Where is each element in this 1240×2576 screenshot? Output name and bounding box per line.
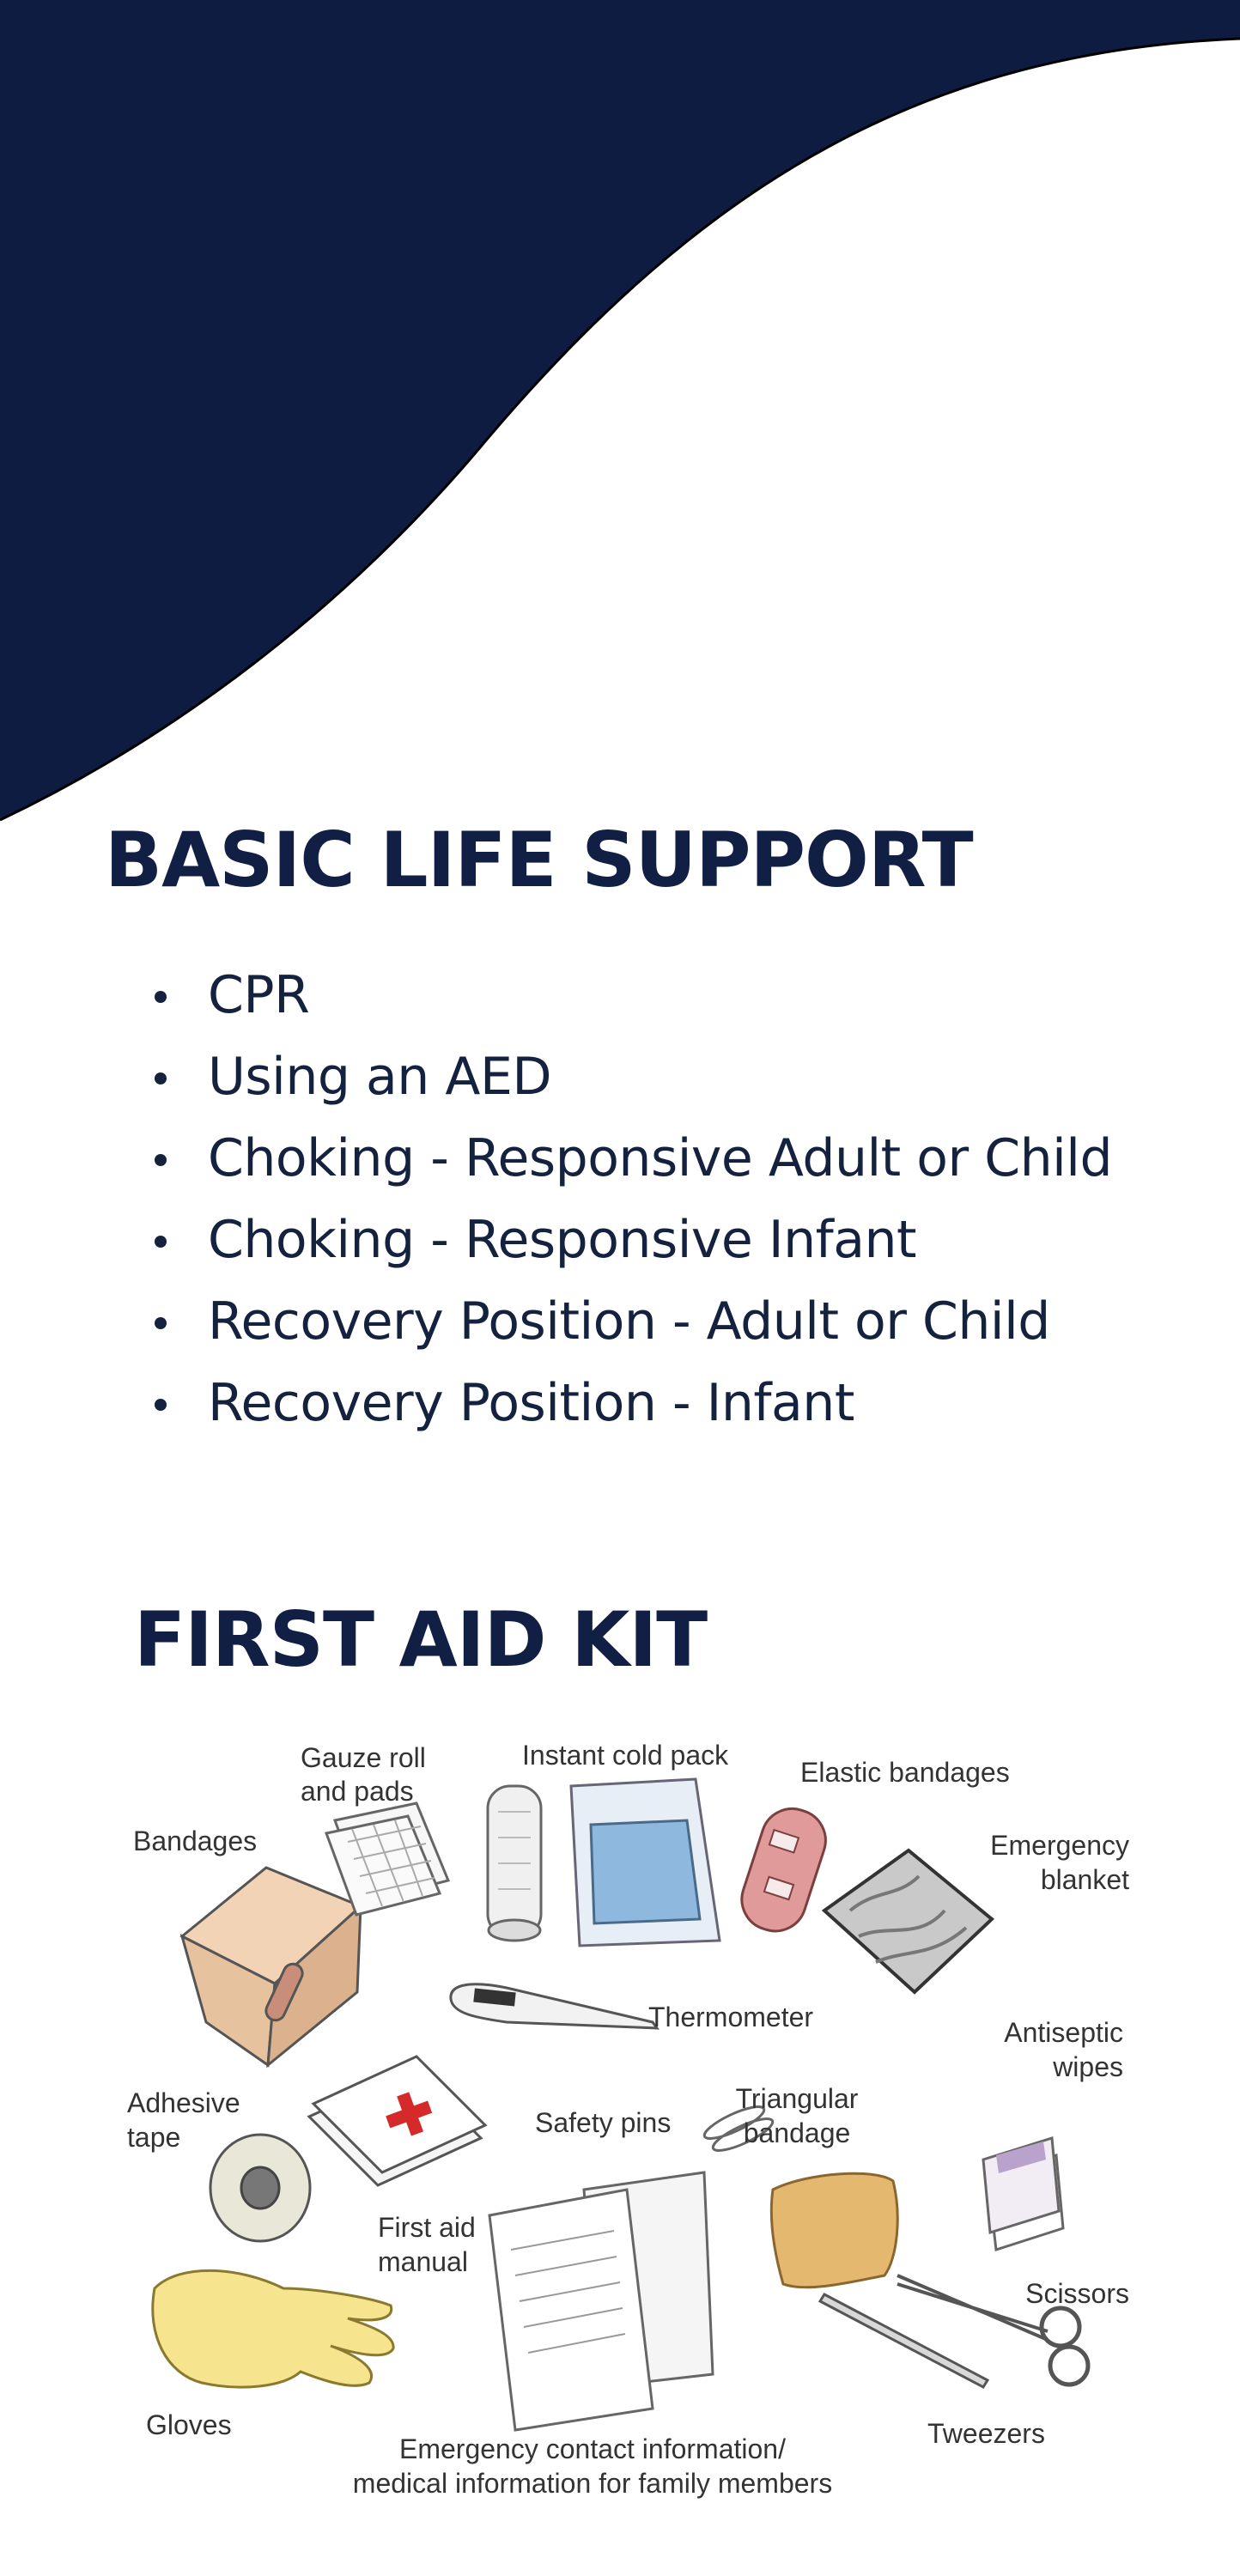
label-first-aid: First aid xyxy=(378,2212,476,2243)
label-wipes: wipes xyxy=(1053,2051,1123,2082)
gloves-icon xyxy=(153,2270,393,2387)
label-manual: manual xyxy=(378,2246,468,2277)
label-adhesive: Adhesive xyxy=(127,2087,240,2118)
first-aid-kit-title: FIRST AID KIT xyxy=(134,1595,708,1684)
list-item-label: Recovery Position - Adult or Child xyxy=(208,1291,1050,1352)
label-antiseptic: Antiseptic xyxy=(1004,2017,1123,2048)
thermometer-icon xyxy=(451,1984,657,2028)
gauze-roll-icon xyxy=(488,1786,541,1941)
label-triangular: Triangular xyxy=(735,2083,859,2114)
antiseptic-wipes-icon xyxy=(983,2138,1063,2250)
gauze-pads-icon xyxy=(326,1803,448,1915)
list-item-label: Choking - Responsive Infant xyxy=(208,1210,917,1270)
label-contact-info: Emergency contact information/ xyxy=(399,2433,786,2464)
elastic-bandage-icon xyxy=(734,1801,834,1939)
emergency-contact-papers-icon xyxy=(489,2172,713,2430)
label-tape: tape xyxy=(127,2122,181,2153)
list-item xyxy=(155,1200,1112,1281)
list-item xyxy=(155,1036,1112,1118)
list-item-label: Choking - Responsive Adult or Child xyxy=(208,1128,1113,1188)
label-elastic-bandages: Elastic bandages xyxy=(800,1757,1010,1788)
label-bandage: bandage xyxy=(743,2117,851,2148)
label-scissors: Scissors xyxy=(1025,2278,1129,2309)
label-tweezers: Tweezers xyxy=(927,2418,1045,2449)
tweezers-icon xyxy=(820,2294,988,2387)
list-item xyxy=(155,1281,1112,1363)
label-gauze-roll: Gauze roll xyxy=(301,1742,426,1773)
list-item xyxy=(155,955,1112,1036)
basic-life-support-list xyxy=(155,955,1112,1444)
label-medical-info: medical information for family members xyxy=(352,2468,833,2499)
label-cold-pack: Instant cold pack xyxy=(522,1740,729,1771)
label-thermometer: Thermometer xyxy=(648,2002,814,2032)
label-emergency: Emergency xyxy=(990,1830,1129,1861)
first-aid-kit-illustration xyxy=(120,1726,1151,2516)
list-item-label: CPR xyxy=(208,965,310,1025)
list-item-label: Recovery Position - Infant xyxy=(208,1373,854,1433)
header-wave-background xyxy=(0,0,1240,824)
triangular-bandage-icon xyxy=(771,2173,897,2287)
adhesive-tape-icon xyxy=(210,2135,310,2241)
list-item xyxy=(155,1118,1112,1200)
label-bandages: Bandages xyxy=(133,1826,258,1856)
label-gauze-pads: and pads xyxy=(301,1776,414,1807)
label-safety-pins: Safety pins xyxy=(535,2107,672,2138)
bandages-box-icon xyxy=(182,1868,361,2065)
list-item-label: Using an AED xyxy=(208,1047,552,1107)
label-gloves: Gloves xyxy=(146,2409,232,2440)
first-aid-manual-icon xyxy=(309,2057,485,2185)
cold-pack-icon xyxy=(571,1779,720,1946)
basic-life-support-title: BASIC LIFE SUPPORT xyxy=(105,816,973,904)
emergency-blanket-icon xyxy=(824,1850,992,1992)
label-blanket: blanket xyxy=(1040,1864,1129,1895)
list-item xyxy=(155,1363,1112,1444)
